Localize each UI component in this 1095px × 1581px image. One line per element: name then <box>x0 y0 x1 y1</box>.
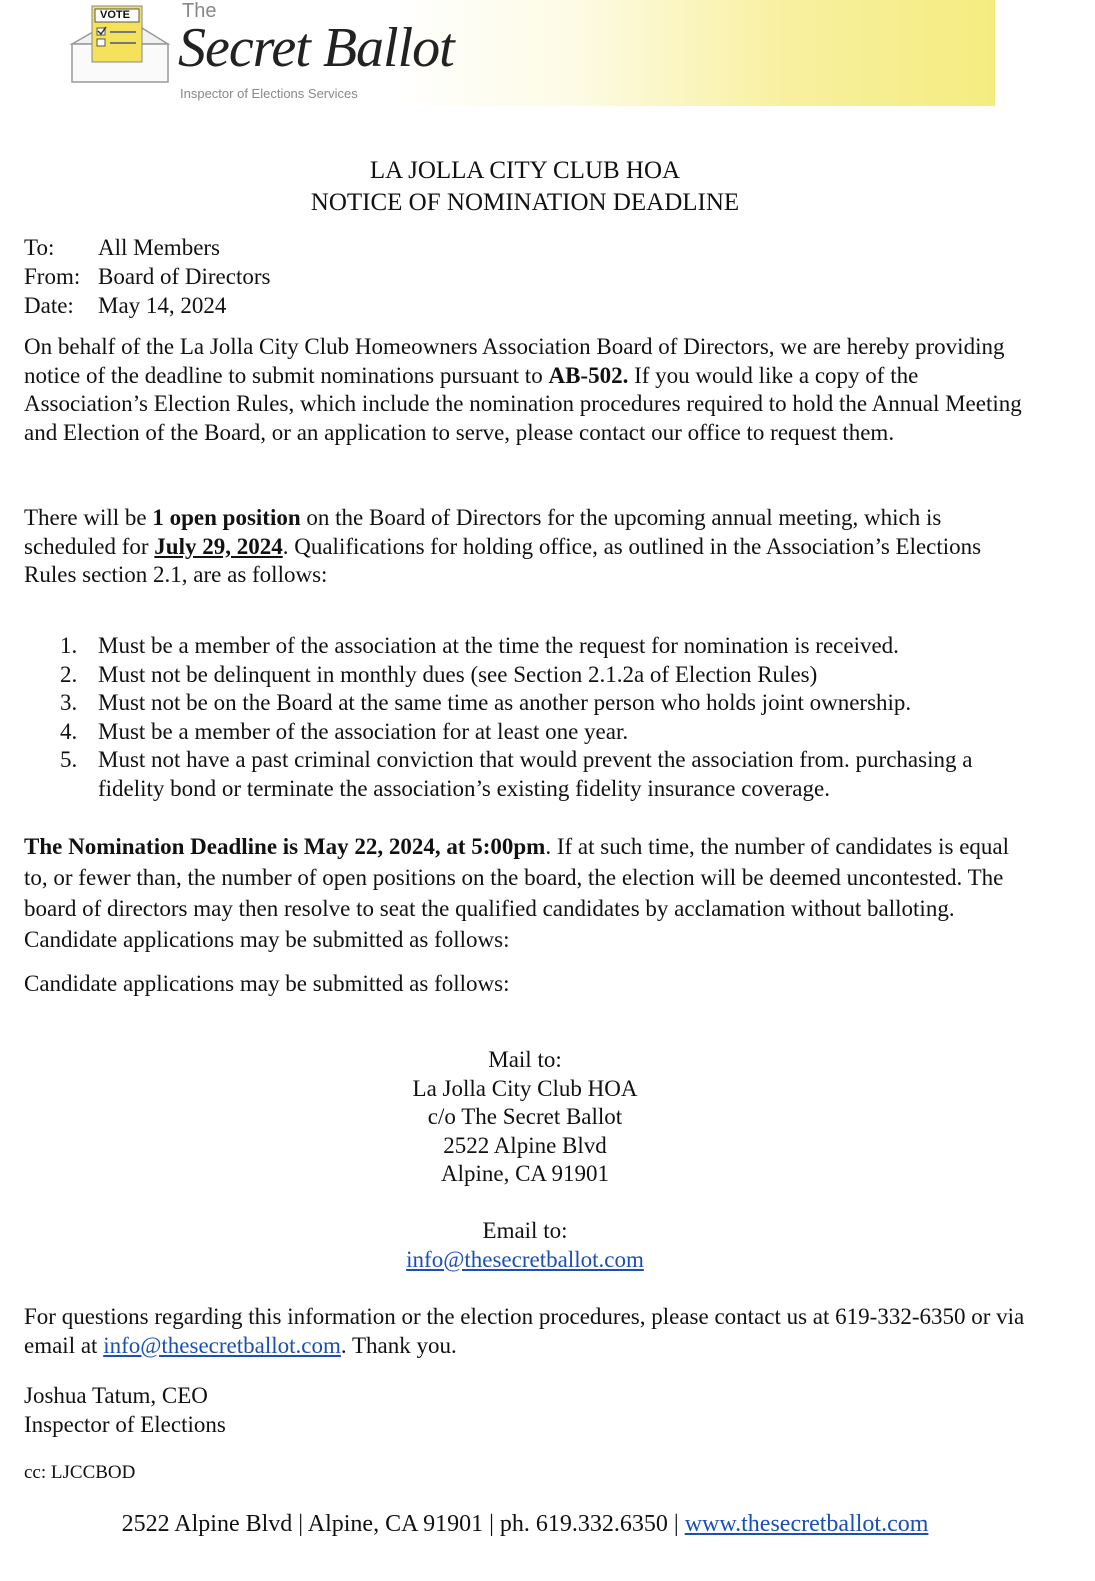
mail-line-1: La Jolla City Club HOA <box>412 1075 638 1101</box>
signer-title: Inspector of Elections <box>24 1411 226 1437</box>
list-text: Must not have a past criminal conviction that would prevent the association from. purchasing a fidelity bond or terminate the association’s existing fidelity insurance coverage. <box>98 747 973 801</box>
mail-label: Mail to: <box>488 1047 562 1072</box>
deadline-text: . If at such time, the number of candidates is equal to, or fewer than, the number of open positions on the board, the election will be deemed uncontested. The board of directors may then resolve to seat the qualified candidates by acclamation without balloting. Candidate applications may be submitted as follows: <box>24 834 1010 952</box>
questions-paragraph <box>24 1303 1034 1360</box>
list-number: 5. <box>60 747 78 772</box>
list-number: 2. <box>60 661 78 687</box>
logo-the: The <box>182 0 217 22</box>
company-logo <box>70 0 454 106</box>
date-value: May 14, 2024 <box>98 293 227 318</box>
list-item <box>24 661 1034 690</box>
mail-line-4: Alpine, CA 91901 <box>440 1161 610 1186</box>
positions-bold: 1 open position <box>152 505 301 530</box>
list-number: 1. <box>60 633 78 658</box>
signature-block <box>24 1382 226 1439</box>
intro-bold: AB-502. <box>548 362 629 388</box>
title-line-1: LA JOLLA CITY CLUB HOA <box>369 157 681 184</box>
list-text: Must be a member of the association for at least one year. <box>98 718 629 744</box>
mail-address-block <box>0 1046 1050 1189</box>
mail-line-3: 2522 Alpine Blvd <box>443 1132 607 1158</box>
questions-text-b: . Thank you. <box>340 1332 457 1358</box>
deadline-bold: The Nomination Deadline is May 22, 2024, at 5:00pm <box>24 834 546 859</box>
qualifications-list <box>24 632 1034 803</box>
list-item <box>24 632 1034 661</box>
vote-badge: VOTE <box>100 9 130 21</box>
questions-email-link[interactable]: info@thesecretballot.com <box>103 1332 341 1358</box>
list-item <box>24 718 1034 747</box>
intro-paragraph <box>24 333 1034 447</box>
meeting-date: July 29, 2024 <box>154 533 283 559</box>
logo-name: Secret Ballot <box>178 17 454 79</box>
logo-tagline: Inspector of Elections Services <box>180 86 358 101</box>
signer-name: Joshua Tatum, CEO <box>24 1383 208 1408</box>
intro-text-a: On behalf of the La Jolla City Club Homeowners Association Board of Directors, we are hereby providing notice of the deadline to submit nominations pursuant to <box>24 334 1005 388</box>
email-label: Email to: <box>482 1218 568 1243</box>
positions-text-b: on the Board of Directors for the upcoming annual meeting, which is scheduled for <box>24 505 942 559</box>
mail-line-2: c/o The Secret Ballot <box>427 1104 623 1129</box>
list-number: 4. <box>60 718 78 744</box>
date-label: Date: <box>24 293 74 318</box>
list-text: Must not be on the Board at the same time as another person who holds joint ownership. <box>98 690 912 715</box>
applications-paragraph: Candidate applications may be submitted as follows: <box>24 971 510 996</box>
to-value: All Members <box>98 235 221 260</box>
positions-text-c: . Qualifications for holding office, as outlined in the Association’s Elections Rules section 2.1, are as follows: <box>24 533 982 587</box>
list-number: 3. <box>60 690 78 715</box>
questions-text-a: For questions regarding this information or the election procedures, please contact us at 619-332-6350 or via email at <box>24 1304 1025 1358</box>
cc-line: cc: LJCCBOD <box>24 1462 136 1483</box>
deadline-paragraph <box>24 831 1034 955</box>
from-value: Board of Directors <box>98 264 271 289</box>
email-link[interactable]: info@thesecretballot.com <box>406 1246 644 1272</box>
positions-text-a: There will be <box>24 505 153 530</box>
footer <box>0 1511 1050 1538</box>
footer-website-link[interactable]: www.thesecretballot.com <box>684 1511 929 1537</box>
list-text: Must be a member of the association at the time the request for nomination is received. <box>98 633 899 658</box>
to-label: To: <box>24 235 55 260</box>
header-band <box>395 0 995 106</box>
from-label: From: <box>24 264 81 289</box>
footer-text: 2522 Alpine Blvd | Alpine, CA 91901 | ph. 619.332.6350 | <box>121 1511 685 1537</box>
intro-text-b: If you would like a copy of the Association’s Election Rules, which include the nomination procedures required to hold the Annual Meeting and Election of the Board, or an application to serve, please contact our office to request them. <box>24 362 1022 445</box>
list-text: Must not be delinquent in monthly dues (see Section 2.1.2a of Election Rules) <box>98 661 818 687</box>
document-title <box>0 155 1050 219</box>
list-item <box>24 689 1034 718</box>
email-block <box>0 1217 1050 1274</box>
title-line-2: NOTICE OF NOMINATION DEADLINE <box>310 189 740 216</box>
list-item <box>24 746 1034 803</box>
positions-paragraph <box>24 504 1034 590</box>
